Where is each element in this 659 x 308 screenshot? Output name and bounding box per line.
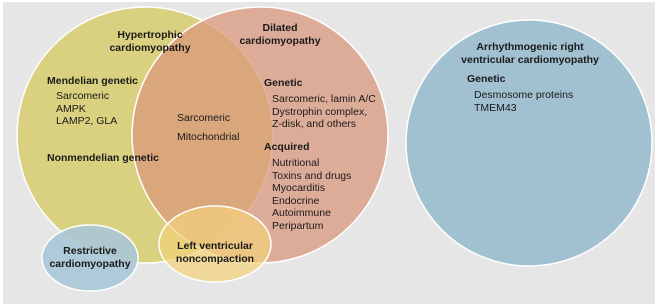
dilated-acquired-item: Myocarditis — [272, 182, 326, 194]
lvnc-title-line1: Left ventricular — [177, 240, 253, 252]
dilated-acquired-heading: Acquired — [264, 141, 310, 153]
mendelian-item: LAMP2, GLA — [56, 115, 118, 127]
overlap-item: Mitochondrial — [177, 130, 240, 143]
overlap-list — [177, 112, 239, 143]
dilated-acquired-item: Nutritional — [272, 157, 320, 169]
dilated-acquired-list — [272, 157, 351, 232]
dilated-genetic-item: Sarcomeric, lamin A/C — [272, 93, 376, 105]
mendelian-item: Sarcomeric — [56, 90, 110, 102]
hypertrophic-title-line2: cardiomyopathy — [109, 42, 191, 54]
dilated-genetic-heading: Genetic — [264, 77, 303, 89]
dilated-title-line1: Dilated — [262, 22, 298, 34]
mendelian-item: AMPK — [56, 102, 86, 115]
arvc-list — [474, 89, 573, 114]
dilated-acquired-item: Toxins and drugs — [272, 169, 352, 182]
restrictive-title-line1: Restrictive — [63, 245, 117, 257]
nonmendelian-heading: Nonmendelian genetic — [47, 152, 160, 164]
lvnc-title-line2: noncompaction — [175, 253, 255, 265]
arvc-item: Desmosome proteins — [474, 89, 574, 101]
dilated-genetic-list — [272, 93, 376, 131]
overlap-item: Sarcomeric — [177, 112, 231, 124]
arvc-title-line1: Arrhythmogenic right — [476, 41, 584, 53]
dilated-genetic-item: Dystrophin complex, — [272, 105, 368, 118]
arvc-genetic-heading: Genetic — [467, 73, 506, 85]
arvc-title-line2: ventricular cardiomyopathy — [461, 54, 599, 66]
mendelian-list — [56, 90, 117, 128]
dilated-acquired-item: Autoimmune — [272, 207, 331, 219]
dilated-acquired-item: Peripartum — [272, 219, 324, 232]
arvc-item: TMEM43 — [474, 101, 517, 114]
mendelian-heading: Mendelian genetic — [47, 75, 139, 87]
dilated-title-line2: cardiomyopathy — [239, 35, 321, 47]
dilated-acquired-item: Endocrine — [272, 194, 320, 207]
hypertrophic-title-line1: Hypertrophic — [117, 29, 183, 41]
dilated-genetic-item: Z-disk, and others — [272, 118, 357, 130]
restrictive-title-line2: cardiomyopathy — [49, 258, 131, 270]
